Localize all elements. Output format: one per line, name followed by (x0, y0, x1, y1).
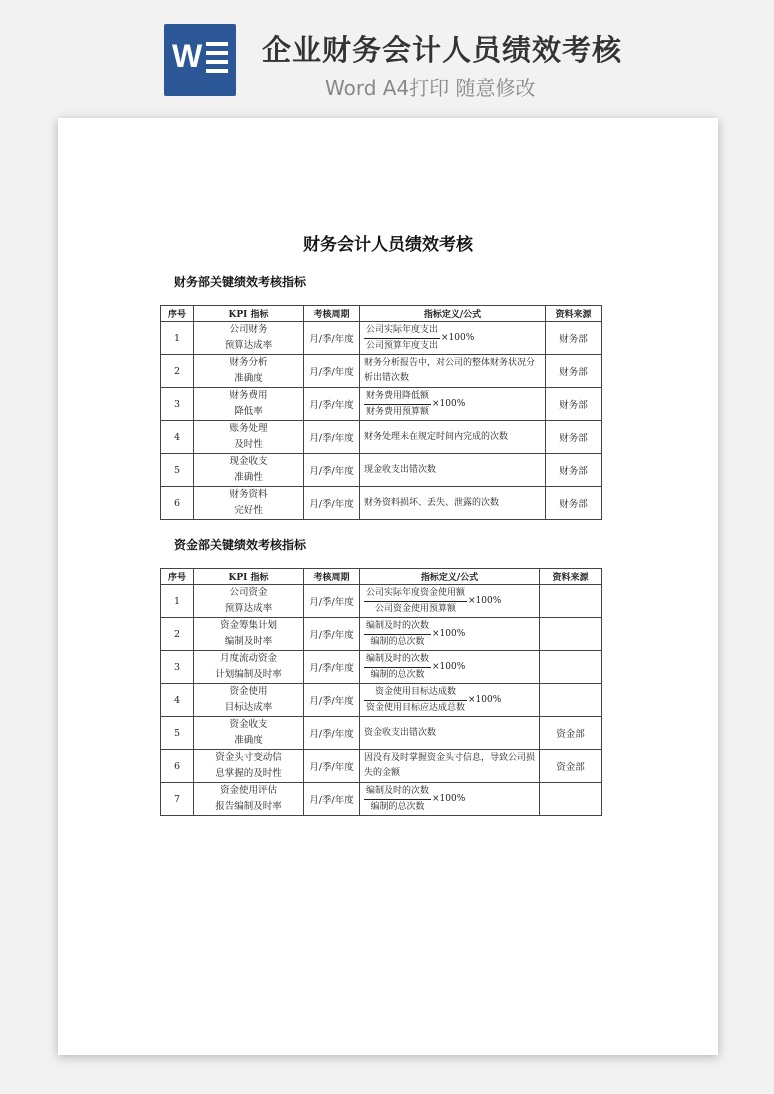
column-header: 指标定义/公式 (360, 569, 540, 585)
kpi-name-line: 公司财务 (229, 324, 268, 335)
kpi-name-line: 财务费用 (229, 390, 268, 401)
table-row (161, 651, 602, 684)
kpi-name-line: 计划编制及时率 (215, 669, 282, 680)
period: 月/季/年度 (304, 388, 360, 421)
kpi-name-line: 准确度 (234, 735, 263, 746)
formula-denominator: 公司资金使用预算额 (375, 603, 457, 614)
formula-fraction (364, 389, 431, 420)
definition-text: 资金收支出错次数 (364, 727, 437, 738)
row-number: 6 (161, 750, 194, 783)
banner-title: 企业财务会计人员绩效考核 (262, 33, 623, 67)
definition (360, 421, 546, 454)
formula-denominator: 公司预算年度支出 (366, 340, 439, 351)
formula-fraction (364, 586, 467, 617)
period: 月/季/年度 (304, 783, 360, 816)
formula-numerator: 编制及时的次数 (364, 784, 431, 800)
definition-text: 现金收支出错次数 (364, 464, 437, 475)
data-source: 财务部 (546, 322, 602, 355)
table-row (161, 585, 602, 618)
formula-denominator: 资金使用目标应达成总数 (366, 702, 466, 713)
kpi-name-line: 资金使用 (229, 686, 268, 697)
formula-multiplier: ×100% (432, 628, 466, 639)
period: 月/季/年度 (304, 355, 360, 388)
word-logo-letter: W (172, 38, 203, 74)
kpi-name-line: 财务资料 (229, 489, 268, 500)
column-header: 考核周期 (304, 306, 360, 322)
period: 月/季/年度 (304, 651, 360, 684)
kpi-name-line: 预算达成率 (224, 603, 273, 614)
period: 月/季/年度 (304, 750, 360, 783)
data-source (540, 585, 602, 618)
formula-denominator: 编制的总次数 (370, 801, 425, 812)
data-source: 资金部 (540, 750, 602, 783)
banner-subtitle: Word A4打印 随意修改 (325, 76, 536, 100)
formula-numerator: 资金使用目标达成数 (364, 685, 467, 701)
table-row (161, 717, 602, 750)
kpi-name-line: 账务处理 (229, 423, 268, 434)
column-header: 资料来源 (546, 306, 602, 322)
table-row (161, 618, 602, 651)
table-row (161, 487, 602, 520)
row-number: 1 (161, 322, 194, 355)
formula-denominator: 编制的总次数 (370, 669, 425, 680)
table-row (161, 454, 602, 487)
row-number: 4 (161, 684, 194, 717)
definition (360, 717, 540, 750)
kpi-name (194, 322, 304, 355)
treasury-kpi-table (160, 568, 602, 816)
definition (360, 783, 540, 816)
kpi-name-line: 财务分析 (229, 357, 268, 368)
kpi-name (194, 783, 304, 816)
kpi-name-line: 目标达成率 (224, 702, 273, 713)
kpi-name-line: 资金收支 (229, 719, 268, 730)
period: 月/季/年度 (304, 421, 360, 454)
kpi-name-line: 及时性 (234, 439, 263, 450)
column-header: 资料来源 (540, 569, 602, 585)
table-row (161, 322, 602, 355)
column-header: 指标定义/公式 (360, 306, 546, 322)
data-source (540, 651, 602, 684)
data-source: 财务部 (546, 421, 602, 454)
kpi-name (194, 355, 304, 388)
formula-numerator: 编制及时的次数 (364, 652, 431, 668)
table-row (161, 783, 602, 816)
data-source: 财务部 (546, 487, 602, 520)
table-row (161, 421, 602, 454)
kpi-name-line: 月度流动资金 (219, 653, 277, 664)
data-source (540, 783, 602, 816)
kpi-name-line: 编制及时率 (224, 636, 273, 647)
kpi-name (194, 651, 304, 684)
kpi-name (194, 618, 304, 651)
kpi-name (194, 454, 304, 487)
period: 月/季/年度 (304, 585, 360, 618)
row-number: 1 (161, 585, 194, 618)
period: 月/季/年度 (304, 487, 360, 520)
formula-fraction (364, 323, 440, 354)
definition (360, 322, 546, 355)
formula-fraction (364, 685, 467, 716)
definition (360, 355, 546, 388)
definition (360, 487, 546, 520)
section-title-finance: 财务部关键绩效考核指标 (174, 275, 307, 289)
period: 月/季/年度 (304, 454, 360, 487)
kpi-name (194, 487, 304, 520)
kpi-name (194, 388, 304, 421)
kpi-name-line: 现金收支 (229, 456, 268, 467)
data-source: 财务部 (546, 388, 602, 421)
banner (0, 0, 774, 110)
kpi-name-line: 完好性 (234, 505, 263, 516)
column-header: KPI 指标 (194, 569, 304, 585)
kpi-name (194, 421, 304, 454)
definition (360, 618, 540, 651)
period: 月/季/年度 (304, 322, 360, 355)
row-number: 5 (161, 717, 194, 750)
kpi-name-line: 资金筹集计划 (219, 620, 277, 631)
kpi-name-line: 资金头寸变动信 (215, 752, 282, 763)
table-header-row (161, 569, 602, 585)
definition (360, 454, 546, 487)
table-header-row (161, 306, 602, 322)
document-page (58, 118, 718, 1055)
kpi-name (194, 750, 304, 783)
definition-text: 财务分析报告中，对公司的整体财务状况分析出错次数 (364, 358, 536, 383)
formula-denominator: 编制的总次数 (370, 636, 425, 647)
row-number: 7 (161, 783, 194, 816)
formula-multiplier: ×100% (432, 661, 466, 672)
definition (360, 585, 540, 618)
table-row (161, 355, 602, 388)
definition-text: 因没有及时掌握资金头寸信息，导致公司损失的金额 (364, 753, 536, 778)
data-source (540, 618, 602, 651)
table-row (161, 388, 602, 421)
formula-fraction (364, 784, 431, 815)
definition (360, 388, 546, 421)
definition (360, 651, 540, 684)
period: 月/季/年度 (304, 684, 360, 717)
kpi-name (194, 717, 304, 750)
period: 月/季/年度 (304, 618, 360, 651)
formula-multiplier: ×100% (441, 332, 475, 343)
definition-text: 财务处理未在规定时间内完成的次数 (364, 431, 509, 442)
formula-numerator: 公司实际年度资金使用额 (364, 586, 467, 602)
finance-kpi-table (160, 305, 602, 520)
kpi-name-line: 预算达成率 (224, 340, 273, 351)
kpi-name-line: 报告编制及时率 (215, 801, 282, 812)
column-header: 考核周期 (304, 569, 360, 585)
section-title-treasury: 资金部关键绩效考核指标 (174, 538, 307, 552)
row-number: 2 (161, 618, 194, 651)
row-number: 3 (161, 388, 194, 421)
definition (360, 750, 540, 783)
row-number: 5 (161, 454, 194, 487)
row-number: 6 (161, 487, 194, 520)
column-header: KPI 指标 (194, 306, 304, 322)
formula-fraction (364, 619, 431, 650)
column-header: 序号 (161, 569, 194, 585)
formula-multiplier: ×100% (468, 694, 502, 705)
column-header: 序号 (161, 306, 194, 322)
row-number: 4 (161, 421, 194, 454)
formula-numerator: 公司实际年度支出 (364, 323, 440, 339)
kpi-name-line: 公司资金 (229, 587, 268, 598)
period: 月/季/年度 (304, 717, 360, 750)
data-source (540, 684, 602, 717)
formula-fraction (364, 652, 431, 683)
kpi-name-line: 息掌握的及时性 (215, 768, 282, 779)
kpi-name-line: 准确度 (234, 373, 263, 384)
kpi-name (194, 585, 304, 618)
definition (360, 684, 540, 717)
table-row (161, 684, 602, 717)
formula-numerator: 财务费用降低额 (364, 389, 431, 405)
kpi-name-line: 资金使用评估 (219, 785, 277, 796)
kpi-name (194, 684, 304, 717)
data-source: 财务部 (546, 454, 602, 487)
data-source: 资金部 (540, 717, 602, 750)
formula-multiplier: ×100% (468, 595, 502, 606)
formula-multiplier: ×100% (432, 793, 466, 804)
table-row (161, 750, 602, 783)
kpi-name-line: 准确性 (234, 472, 263, 483)
data-source: 财务部 (546, 355, 602, 388)
row-number: 3 (161, 651, 194, 684)
formula-denominator: 财务费用预算额 (366, 406, 430, 417)
kpi-name-line: 降低率 (234, 406, 263, 417)
row-number: 2 (161, 355, 194, 388)
definition-text: 财务资料损坏、丢失、泄露的次数 (364, 497, 500, 508)
formula-numerator: 编制及时的次数 (364, 619, 431, 635)
page-title: 财务会计人员绩效考核 (303, 235, 473, 255)
word-icon (164, 24, 236, 96)
formula-multiplier: ×100% (432, 398, 466, 409)
